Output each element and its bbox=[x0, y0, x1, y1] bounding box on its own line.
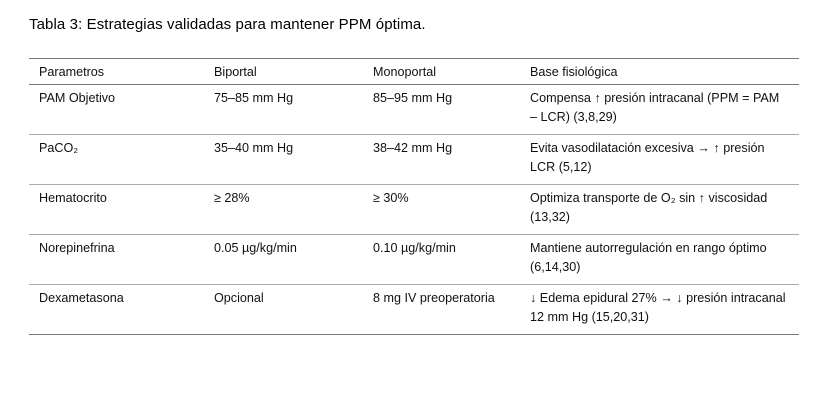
cell-basis: Evita vasodilatación excesiva → ↑ presión LCR (5,12) bbox=[530, 141, 765, 174]
cell-basis: Optimiza transporte de O₂ sin ↑ viscosidad (13,32) bbox=[530, 191, 768, 224]
cell-parameter: Hematocrito bbox=[39, 191, 107, 205]
strategies-table bbox=[29, 58, 799, 335]
cell-basis: Mantiene autorregulación en rango óptimo (6,14,30) bbox=[530, 241, 767, 274]
cell-biportal: 75–85 mm Hg bbox=[214, 91, 294, 105]
cell-biportal: 0.05 µg/kg/min bbox=[214, 241, 297, 255]
cell-basis: ↓ Edema epidural 27% → ↓ presión intracanal 12 mm Hg (15,20,31) bbox=[530, 291, 786, 324]
table-caption: Tabla 3: Estrategias validadas para mantener PPM óptima. bbox=[29, 16, 426, 33]
cell-monoportal: ≥ 30% bbox=[373, 191, 409, 205]
cell-parameter: Norepinefrina bbox=[39, 241, 115, 255]
header-monoportal: Monoportal bbox=[363, 59, 520, 85]
table-row bbox=[29, 235, 799, 285]
header-parametros: Parametros bbox=[29, 59, 204, 85]
table-row bbox=[29, 185, 799, 235]
table-row bbox=[29, 285, 799, 335]
table-row bbox=[29, 135, 799, 185]
cell-monoportal: 8 mg IV preoperatoria bbox=[373, 291, 495, 305]
cell-monoportal: 85–95 mm Hg bbox=[373, 91, 453, 105]
cell-monoportal: 38–42 mm Hg bbox=[373, 141, 453, 155]
cell-parameter: PaCO₂ bbox=[39, 141, 79, 155]
header-biportal: Biportal bbox=[204, 59, 363, 85]
cell-biportal: 35–40 mm Hg bbox=[214, 141, 294, 155]
cell-parameter: PAM Objetivo bbox=[39, 91, 116, 105]
cell-biportal: Opcional bbox=[214, 291, 264, 305]
cell-basis: Compensa ↑ presión intracanal (PPM = PAM – LCR) (3,8,29) bbox=[530, 91, 780, 124]
header-base-fisiologica: Base fisiológica bbox=[520, 59, 799, 85]
cell-biportal: ≥ 28% bbox=[214, 191, 250, 205]
table-header-row bbox=[29, 59, 799, 85]
cell-parameter: Dexametasona bbox=[39, 291, 124, 305]
table-row bbox=[29, 85, 799, 135]
cell-monoportal: 0.10 µg/kg/min bbox=[373, 241, 456, 255]
